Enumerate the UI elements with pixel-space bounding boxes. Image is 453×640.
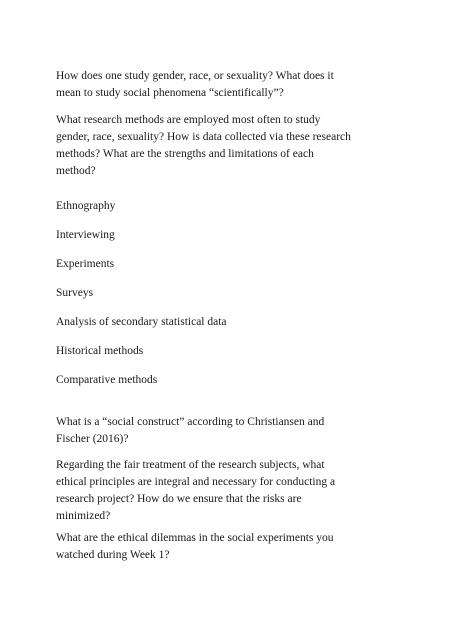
method-interviewing bbox=[56, 227, 396, 244]
question-line: mean to study social phenomena “scientifically”? bbox=[56, 87, 284, 99]
list-item: Historical methods bbox=[56, 345, 144, 357]
question-line: What research methods are employed most often to study bbox=[56, 114, 321, 126]
question-line: gender, race, sexuality? How is data collected via these research bbox=[56, 131, 351, 143]
list-item: Interviewing bbox=[56, 229, 115, 241]
question-line: How does one study gender, race, or sexuality? What does it bbox=[56, 70, 334, 82]
method-comparative bbox=[56, 372, 396, 389]
method-historical bbox=[56, 343, 396, 360]
question-study-methods bbox=[56, 68, 396, 102]
list-item: Comparative methods bbox=[56, 374, 158, 386]
question-line: method? bbox=[56, 165, 96, 177]
question-line: minimized? bbox=[56, 510, 111, 522]
question-line: methods? What are the strengths and limitations of each bbox=[56, 148, 314, 160]
list-item: Analysis of secondary statistical data bbox=[56, 316, 227, 328]
question-line: What is a “social construct” according to Christiansen and bbox=[56, 416, 325, 428]
method-surveys bbox=[56, 285, 396, 302]
method-ethnography bbox=[56, 198, 396, 215]
question-line: research project? How do we ensure that the risks are bbox=[56, 493, 302, 505]
question-line: watched during Week 1? bbox=[56, 549, 170, 561]
list-item: Ethnography bbox=[56, 200, 116, 212]
question-line: What are the ethical dilemmas in the social experiments you bbox=[56, 532, 334, 544]
question-line: ethical principles are integral and necessary for conducting a bbox=[56, 476, 336, 488]
question-line: Regarding the fair treatment of the research subjects, what bbox=[56, 459, 325, 471]
question-line: Fischer (2016)? bbox=[56, 433, 129, 445]
method-secondary-data bbox=[56, 314, 396, 331]
method-experiments bbox=[56, 256, 396, 273]
question-research-methods bbox=[56, 112, 396, 180]
list-item: Surveys bbox=[56, 287, 94, 299]
list-item: Experiments bbox=[56, 258, 115, 270]
question-ethical-principles bbox=[56, 457, 396, 525]
question-social-construct bbox=[56, 414, 396, 448]
question-ethical-dilemmas bbox=[56, 530, 396, 564]
